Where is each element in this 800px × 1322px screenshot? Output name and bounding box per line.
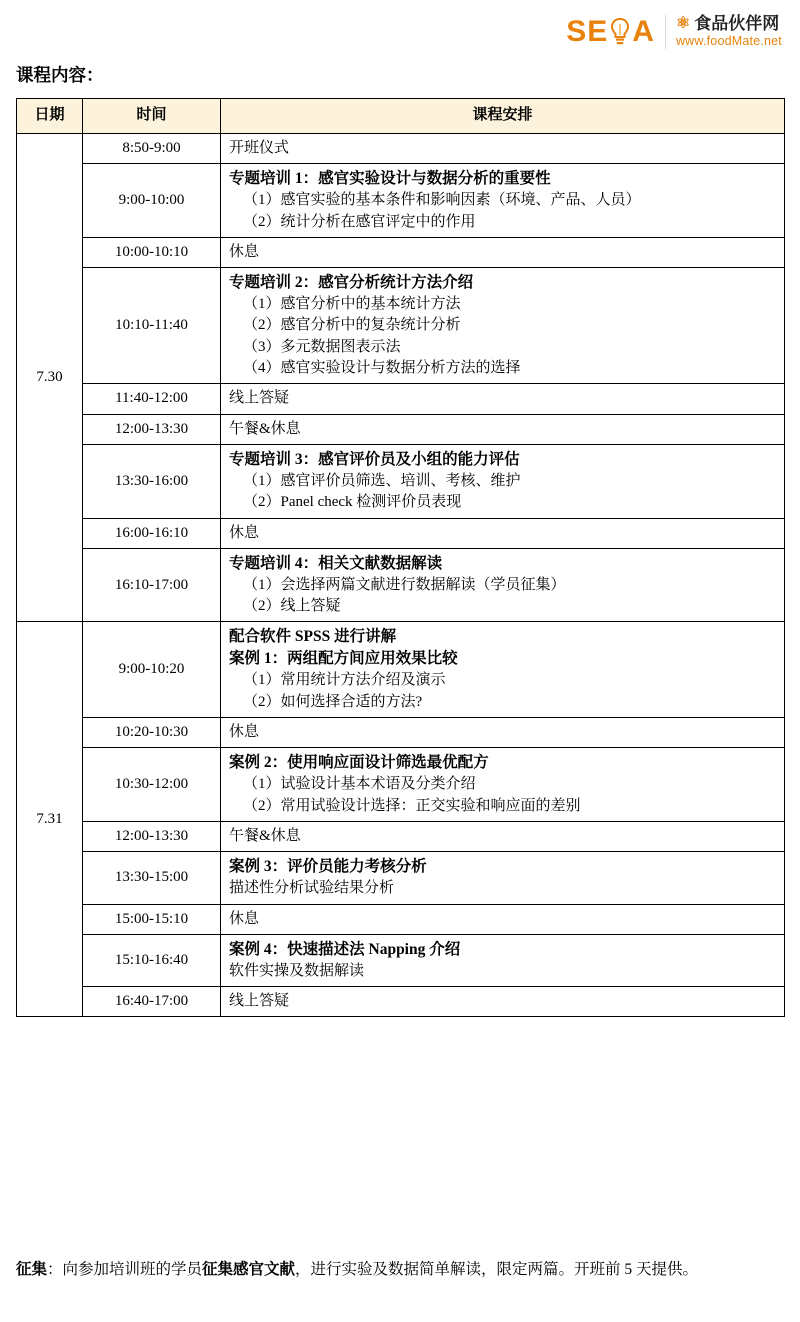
cell-time: 16:00-16:10 [83,518,221,548]
cell-content [221,134,785,164]
cell-time: 10:00-10:10 [83,237,221,267]
cell-content [221,237,785,267]
content-line: （1）感官评价员筛选、培训、考核、维护 [243,472,521,489]
cell-time: 13:30-15:00 [83,852,221,904]
lightbulb-icon [609,17,631,47]
cell-time: 12:00-13:30 [83,821,221,851]
cell-content [221,384,785,414]
cell-content [221,748,785,822]
content-line: （1）感官分析中的基本统计方法 [243,296,461,313]
cell-time: 16:10-17:00 [83,548,221,622]
cell-time: 10:30-12:00 [83,748,221,822]
content-line: 午餐&休息 [229,827,301,844]
cell-time: 9:00-10:00 [83,164,221,238]
content-line: （2）统计分析在感官评定中的作用 [243,213,476,230]
content-line: 开班仪式 [229,140,290,156]
logo-area [566,6,782,58]
content-title: 案例 2：使用响应面设计筛选最优配方 [229,754,489,772]
cell-content [221,934,785,986]
table-row [17,164,785,238]
table-head [17,99,785,134]
logo-divider [665,15,666,49]
table-row [17,414,785,444]
content-title: 专题培训 1：感官实验设计与数据分析的重要性 [229,170,551,188]
content-line: 线上答疑 [229,993,290,1010]
content-title: 专题培训 2：感官分析统计方法介绍 [229,274,474,292]
cell-content [221,548,785,622]
cell-content [221,164,785,238]
cell-content [221,987,785,1017]
table-row [17,384,785,414]
content-line: 休息 [229,910,260,927]
content-line: （1）常用统计方法介绍及演示 [243,672,446,689]
table-row [17,444,785,518]
gear-icon: ⚛ [675,15,691,33]
table-row [17,518,785,548]
cell-time: 16:40-17:00 [83,987,221,1017]
table-row [17,852,785,904]
table-row [17,821,785,851]
footnote-label: 征集 [16,1261,48,1278]
column-header-content: 课程安排 [221,99,785,134]
content-line: 休息 [229,524,260,541]
cell-time: 9:00-10:20 [83,622,221,718]
table-row [17,934,785,986]
cell-time: 10:10-11:40 [83,268,221,384]
content-line: 描述性分析试验结果分析 [229,880,395,897]
page-title: 课程内容： [16,65,104,85]
footnote-emphasis: 征集感官文献 [202,1261,296,1278]
cell-content [221,718,785,748]
cell-time: 10:20-10:30 [83,718,221,748]
cell-time: 12:00-13:30 [83,414,221,444]
content-title: 案例 4：快速描述法 Napping 介绍 [229,940,461,958]
content-line: （2）感官分析中的复杂统计分析 [243,317,461,334]
content-title: 配合软件 SPSS 进行讲解 [229,628,397,646]
content-title: 案例 3：评价员能力考核分析 [229,858,427,876]
table-row [17,134,785,164]
cell-date: 7.31 [17,622,83,1017]
content-title: 专题培训 4：相关文献数据解读 [229,554,443,572]
cell-content [221,622,785,718]
content-line: （1）会选择两篇文献进行数据解读（学员征集） [243,576,566,593]
cell-content [221,414,785,444]
sepa-logo [566,15,655,49]
cell-time: 11:40-12:00 [83,384,221,414]
table-row [17,987,785,1017]
table-row [17,268,785,384]
cell-date: 7.30 [17,134,83,622]
content-title: 案例 1：两组配方间应用效果比较 [229,650,458,668]
course-schedule-table [16,98,785,1017]
content-line: （1）感官实验的基本条件和影响因素（环境、产品、人员） [243,192,641,209]
cell-content [221,852,785,904]
cell-content [221,268,785,384]
footnote-part1: ：向参加培训班的学员 [47,1261,203,1278]
sepa-logo-left: SE [566,15,609,48]
foodmate-name: 食品伙伴网 [694,13,780,33]
sepa-logo-right: A [632,15,655,48]
footnote [16,1258,784,1283]
content-line: 休息 [229,243,260,260]
foodmate-url: www.foodMate.net [675,34,782,49]
footnote-part2: ，进行实验及数据简单解读，限定两篇。开班前 5 天提供。 [295,1261,699,1278]
content-title: 专题培训 3：感官评价员及小组的能力评估 [229,450,520,468]
table-row [17,237,785,267]
content-line: 休息 [229,724,260,741]
content-line: （4）感官实验设计与数据分析方法的选择 [243,360,521,377]
content-line: （1）试验设计基本术语及分类介绍 [243,776,476,793]
table-header-row [17,99,785,134]
content-line: （2）线上答疑 [243,598,341,615]
cell-content [221,904,785,934]
content-line: （2）Panel check 检测评价员表现 [243,494,462,511]
cell-content [221,518,785,548]
table-row [17,622,785,718]
content-line: 线上答疑 [229,390,290,407]
column-header-date: 日期 [17,99,83,134]
foodmate-logo [676,15,782,49]
cell-time: 13:30-16:00 [83,444,221,518]
content-line: 软件实操及数据解读 [229,962,365,979]
table-row [17,548,785,622]
content-line: （2）常用试验设计选择：正交实验和响应面的差别 [243,797,581,814]
content-line: 午餐&休息 [229,420,301,437]
table-row [17,718,785,748]
cell-time: 8:50-9:00 [83,134,221,164]
cell-time: 15:00-15:10 [83,904,221,934]
table-body [17,134,785,1017]
column-header-time: 时间 [83,99,221,134]
content-line: （3）多元数据图表示法 [243,338,401,355]
table-row [17,748,785,822]
cell-time: 15:10-16:40 [83,934,221,986]
content-line: （2）如何选择合适的方法? [243,693,423,710]
foodmate-name-row [676,15,782,34]
cell-content [221,821,785,851]
table-row [17,904,785,934]
cell-content [221,444,785,518]
